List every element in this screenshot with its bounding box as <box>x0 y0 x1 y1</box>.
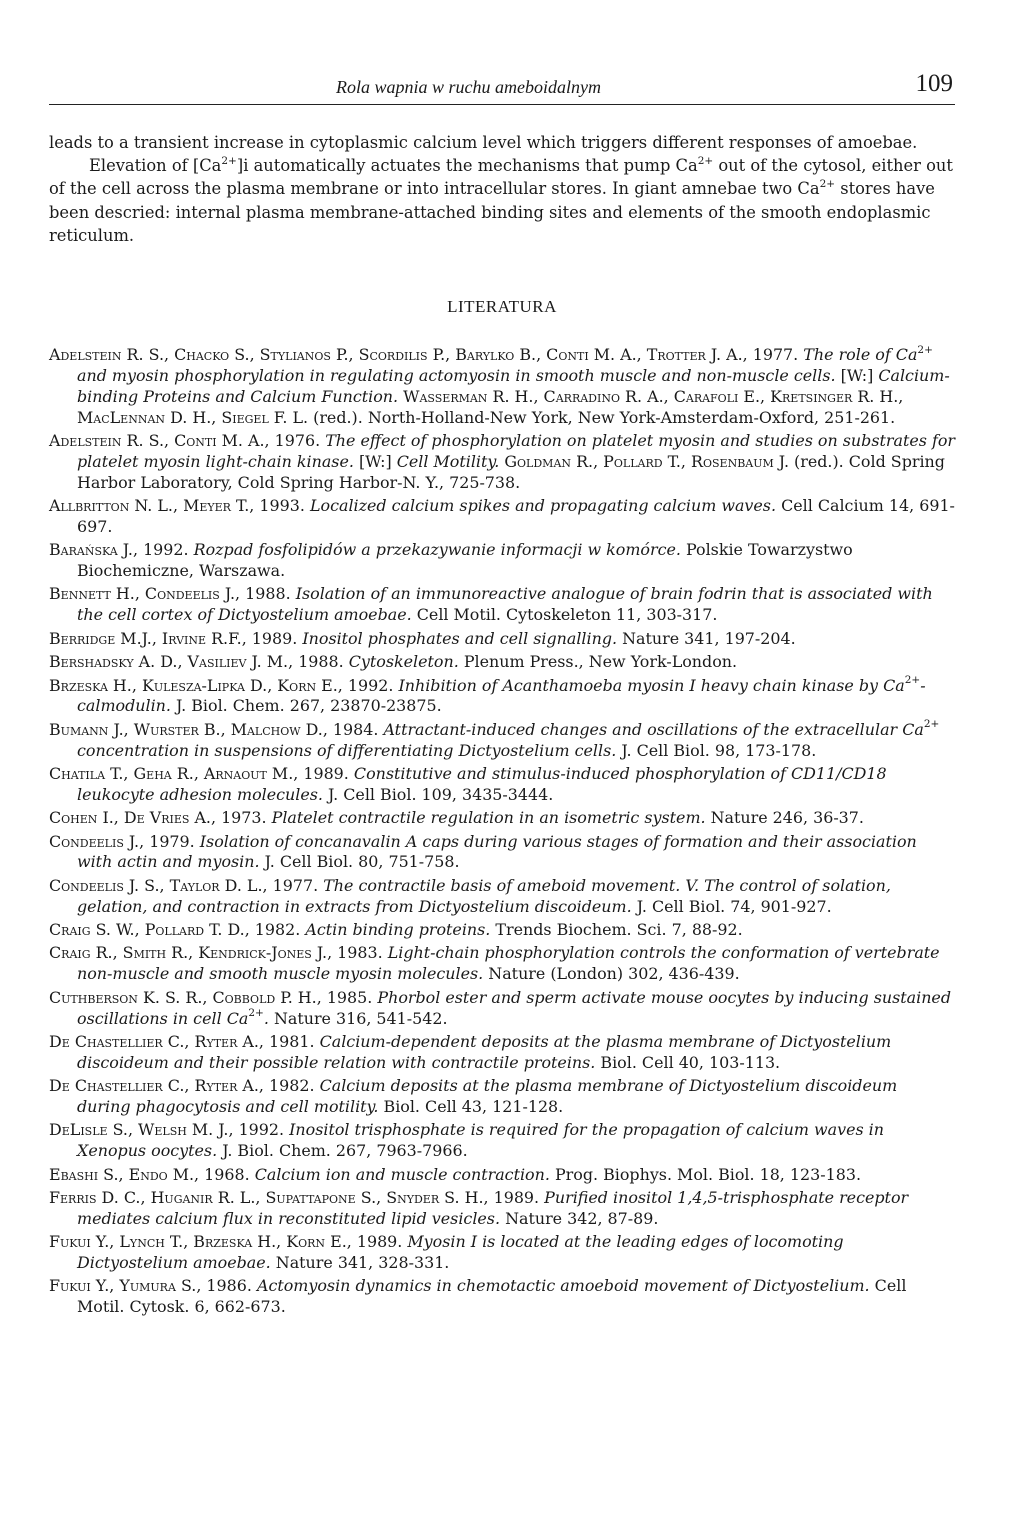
reference-entry <box>49 431 955 494</box>
superscript: 2+ <box>819 177 836 190</box>
reference-source: Nature 341, 328-331. <box>270 1253 450 1273</box>
reference-source: Cell Calcium 14, 691-697. <box>77 496 955 536</box>
superscript: 2+ <box>697 154 714 167</box>
reference-entry <box>49 1232 955 1274</box>
reference-title: Purified inositol 1,4,5-trisphosphate receptor mediates calcium flux in reconstituted lipid vesicles. <box>77 1188 909 1228</box>
reference-entry <box>49 345 955 428</box>
reference-publisher: (red.). North-Holland-New York, New York-Amsterdam-Oxford, 251-261. <box>308 407 896 427</box>
reference-authors: Cohen I., De Vries A., 1973. <box>49 808 267 828</box>
reference-superscript: 2+ <box>923 718 940 731</box>
reference-source: Nature 342, 87-89. <box>500 1208 659 1228</box>
reference-title: Platelet contractile regulation in an isometric system. <box>271 808 706 828</box>
reference-authors: Ebashi S., Endo M., 1968. <box>49 1164 250 1184</box>
reference-superscript: 2+ <box>248 1007 264 1020</box>
reference-authors: Ferris D. C., Huganir R. L., Supattapone S., Snyder S. H., 1989. <box>49 1188 540 1208</box>
reference-authors: Condeelis J., 1979. <box>49 831 195 851</box>
reference-source: J. Cell Biol. 80, 751-758. <box>259 852 460 872</box>
reference-source: J. Biol. Chem. 267, 23870-23875. <box>170 696 442 716</box>
body-text <box>49 131 955 247</box>
reference-title: Myosin I is located at the leading edges of locomoting Dictyostelium amoebae. <box>77 1232 844 1273</box>
reference-authors: Brzeska H., Kulesza-Lipka D., Korn E., 1992. <box>49 675 394 695</box>
reference-title: Phorbol ester and sperm activate mouse oocytes by inducing sustained oscillations in cell Ca <box>77 987 952 1028</box>
running-header <box>49 68 955 105</box>
reference-title: Isolation of an immunoreactive analogue of brain fodrin that is associated with the cell cortex of Dictyostelium amoebae. <box>77 584 933 625</box>
text-run: ]i automatically actuates the mechanisms that pump Ca <box>236 156 698 176</box>
reference-title: Actomyosin dynamics in chemotactic amoeboid movement of Dictyostelium. <box>256 1276 870 1296</box>
reference-editors: Wasserman R. H., Carradino R. A., Carafoli E., Kretsinger R. H., MacLennan D. H., Siegel F. L. <box>77 386 904 427</box>
paragraph-1: leads to a transient increase in cytoplasmic calcium level which triggers different responses of amoebae. <box>49 133 918 152</box>
reference-title: Inhibition of Acanthamoeba myosin I heavy chain kinase by Ca <box>398 675 905 695</box>
reference-authors: De Chastellier C., Ryter A., 1982. <box>49 1076 315 1096</box>
reference-list <box>49 345 955 1318</box>
reference-book-title: Cell Motility. <box>396 451 500 471</box>
reference-entry <box>49 1120 955 1162</box>
reference-entry <box>49 1276 955 1318</box>
reference-superscript: 2+ <box>917 343 933 356</box>
reference-entry <box>49 629 955 650</box>
reference-title-cont: -calmodulin. <box>77 675 926 716</box>
reference-title: Cytoskeleton. <box>348 652 459 672</box>
paragraph-2 <box>49 154 955 247</box>
section-heading: LITERATURA <box>447 297 557 317</box>
reference-source: [W:] <box>835 365 879 385</box>
reference-source: Nature 316, 541-542. <box>268 1008 448 1028</box>
reference-title: Constitutive and stimulus-induced phosphorylation of CD11/CD18 leukocyte adhesion molecules. <box>77 763 887 804</box>
reference-source: Biol. Cell 43, 121-128. <box>378 1097 564 1116</box>
reference-entry <box>49 808 955 829</box>
reference-entry <box>49 943 955 985</box>
reference-title-cont: concentration in suspensions of differentiating Dictyostelium cells. <box>77 740 617 760</box>
reference-title: Inositol trisphosphate is required for the propagation of calcium waves in Xenopus oocytes. <box>77 1120 884 1161</box>
reference-source: Plenum Press., New York-London. <box>458 652 738 672</box>
text-run: out of the cytosol, either out of the cell across the plasma membrane or into intracellular stores. In giant amnebae two Ca <box>49 156 953 199</box>
page-number: 109 <box>915 70 953 97</box>
reference-source: Trends Biochem. Sci. 7, 88-92. <box>490 920 743 940</box>
reference-entry <box>49 540 955 582</box>
reference-entry <box>49 1076 955 1118</box>
reference-authors: Fukui Y., Lynch T., Brzeska H., Korn E., 1989. <box>49 1232 403 1252</box>
reference-entry <box>49 988 955 1030</box>
reference-title: Isolation of concanavalin A caps during various stages of formation and their association with actin and myosin. <box>77 831 917 872</box>
reference-source: Cell Motil. Cytoskeleton 11, 303-317. <box>411 605 718 625</box>
reference-title: Calcium-dependent deposits at the plasma membrane of Dictyostelium discoideum and their possible relation with contractile proteins. <box>77 1031 892 1072</box>
reference-title: Actin binding proteins. <box>305 920 491 940</box>
reference-entry <box>49 1032 955 1074</box>
reference-authors: De Chastellier C., Ryter A., 1981. <box>49 1031 315 1051</box>
reference-title: Calcium ion and muscle contraction. <box>254 1164 550 1184</box>
reference-source: [W:] <box>353 451 397 471</box>
reference-authors: Chatila T., Geha R., Arnaout M., 1989. <box>49 763 349 783</box>
reference-title: Calcium deposits at the plasma membrane of Dictyostelium discoideum during phagocytosis and cell motility. <box>77 1076 898 1116</box>
reference-authors: Bershadsky A. D., Vasiliev J. M., 1988. <box>49 652 344 672</box>
reference-source: J. Cell Biol. 109, 3435-3444. <box>322 784 554 804</box>
reference-source: J. Cell Biol. 98, 173-178. <box>616 740 817 760</box>
reference-source: Nature (London) 302, 436-439. <box>483 964 740 984</box>
reference-entry <box>49 676 955 718</box>
reference-authors: Bumann J., Wurster B., Malchow D., 1984. <box>49 719 379 739</box>
reference-title: Inositol phosphates and cell signalling. <box>302 628 618 648</box>
reference-authors: Allbritton N. L., Meyer T., 1993. <box>49 496 305 516</box>
reference-title: The effect of phosphorylation on platelet myosin and studies on substrates for platelet myosin light-chain kinase. <box>77 430 955 471</box>
reference-source: Polskie Towarzystwo Biochemiczne, Warszawa. <box>77 540 853 581</box>
reference-source: Nature 341, 197-204. <box>617 628 796 648</box>
reference-authors: Adelstein R. S., Chacko S., Stylianos P., Scordilis P., Barylko B., Conti M. A., Trotter J. A., 1977. <box>49 345 799 365</box>
reference-authors: Craig R., Smith R., Kendrick-Jones J., 1983. <box>49 943 383 963</box>
reference-title: The contractile basis of ameboid movement. V. The control of solation, gelation, and contraction in extracts from Dictyostelium discoideum. <box>77 875 891 916</box>
reference-title: Light-chain phosphorylation controls the conformation of vertebrate non-muscle and smooth muscle myosin molecules. <box>77 943 940 984</box>
running-title: Rola wapnia w ruchu ameboidalnym <box>336 77 601 97</box>
reference-entry <box>49 1165 955 1186</box>
reference-entry <box>49 920 955 941</box>
reference-authors: Berridge M.J., Irvine R.F., 1989. <box>49 628 298 648</box>
reference-authors: Adelstein R. S., Conti M. A., 1976. <box>49 430 321 450</box>
reference-title-cont: . <box>263 1008 269 1028</box>
reference-entry <box>49 652 955 673</box>
reference-editors: Goldman R., Pollard T., Rosenbaum J. <box>499 451 789 471</box>
reference-entry <box>49 496 955 538</box>
reference-entry <box>49 876 955 918</box>
reference-source: J. Biol. Chem. 267, 7963-7966. <box>217 1141 468 1161</box>
reference-entry <box>49 584 955 626</box>
reference-entry <box>49 1188 955 1230</box>
reference-entry <box>49 764 955 806</box>
reference-authors: Barańska J., 1992. <box>49 540 189 560</box>
reference-source: Cell Motil. Cytosk. 6, 662-673. <box>77 1276 907 1317</box>
superscript: 2+ <box>221 154 237 167</box>
reference-authors: Fukui Y., Yumura S., 1986. <box>49 1276 252 1296</box>
reference-authors: Craig S. W., Pollard T. D., 1982. <box>49 920 301 940</box>
reference-book-title: Calcium-binding Proteins and Calcium Function. <box>77 365 950 406</box>
reference-title-cont: and myosin phosphorylation in regulating actomyosin in smooth muscle and non-muscle cells. <box>77 365 836 385</box>
reference-publisher: (red.). Cold Spring Harbor Laboratory, Cold Spring Harbor-N. Y., 725-738. <box>77 451 945 492</box>
journal-page <box>49 68 955 1321</box>
reference-title: Localized calcium spikes and propagating calcium waves. <box>309 496 777 516</box>
reference-title: Attractant-induced changes and oscillations of the extracellular Ca <box>383 719 924 739</box>
reference-source: Nature 246, 36-37. <box>705 808 864 828</box>
reference-source: Prog. Biophys. Mol. Biol. 18, 123-183. <box>549 1164 861 1184</box>
reference-entry <box>49 720 955 762</box>
text-run: Elevation of [Ca <box>89 156 222 176</box>
text-run: stores have been descried: internal plasma membrane-attached binding sites and elements of the smooth endoplasmic reticulum. <box>49 179 935 245</box>
reference-superscript: 2+ <box>904 674 921 687</box>
reference-authors: Condeelis J. S., Taylor D. L., 1977. <box>49 875 319 895</box>
reference-title: Rozpad fosfolipidów a przekazywanie informacji w komórce. <box>193 540 681 560</box>
reference-authors: Bennett H., Condeelis J., 1988. <box>49 584 291 604</box>
reference-source: Biol. Cell 40, 103-113. <box>595 1052 781 1072</box>
reference-entry <box>49 832 955 874</box>
reference-source: J. Cell Biol. 74, 901-927. <box>631 896 832 916</box>
reference-title: The role of Ca <box>803 345 918 365</box>
reference-authors: DeLisle S., Welsh M. J., 1992. <box>49 1120 285 1140</box>
reference-authors: Cuthberson K. S. R., Cobbold P. H., 1985. <box>49 987 373 1007</box>
